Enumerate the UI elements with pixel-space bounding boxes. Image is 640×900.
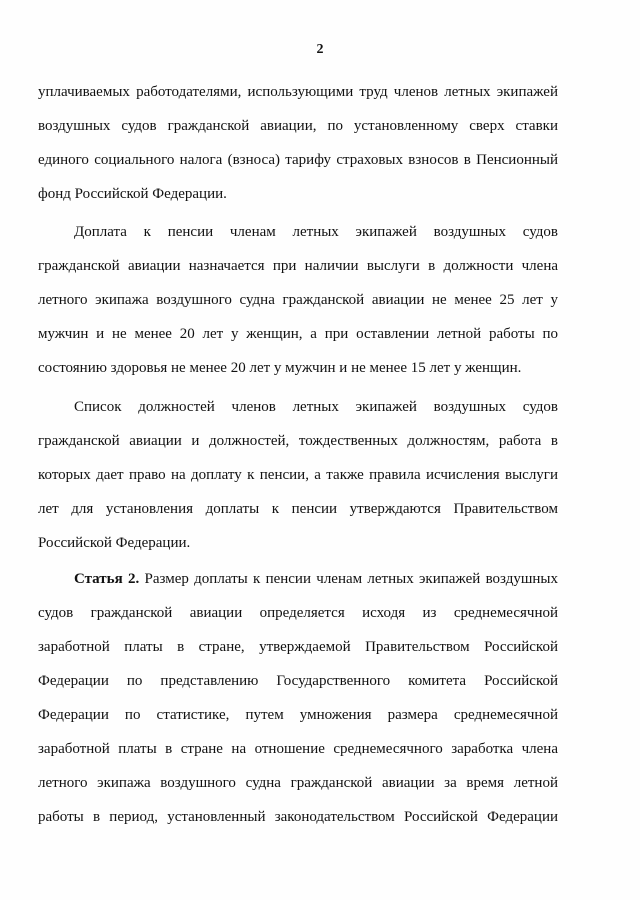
paragraph-line: мужчин и не менее 20 лет у женщин, а при оставлении летной работы по [38, 326, 558, 342]
paragraph-line: которых дает право на доплату к пенсии, а также правила исчисления выслуги [38, 467, 558, 483]
paragraph-line [74, 569, 558, 589]
paragraph-line: Российской Федерации. [38, 535, 191, 551]
paragraph-line: работы в период, установленный законодательством Российской Федерации [38, 809, 558, 825]
paragraph-line: летного экипажа воздушного судна гражданской авиации за время летной [38, 775, 558, 791]
paragraph-line: судов гражданской авиации определяется исходя из среднемесячной [38, 605, 558, 621]
paragraph-line: лет для установления доплаты к пенсии утверждаются Правительством [38, 501, 558, 517]
paragraph-line: фонд Российской Федерации. [38, 186, 227, 202]
paragraph-line: единого социального налога (взноса) тарифу страховых взносов в Пенсионный [38, 152, 558, 168]
paragraph-line: летного экипажа воздушного судна гражданской авиации не менее 25 лет у [38, 292, 558, 308]
paragraph-line: Федерации по представлению Государственного комитета Российской [38, 673, 558, 689]
paragraph-line: Федерации по статистике, путем умножения размера среднемесячной [38, 707, 558, 723]
paragraph-line: состоянию здоровья не менее 20 лет у мужчин и не менее 15 лет у женщин. [38, 360, 522, 376]
paragraph-line: Доплата к пенсии членам летных экипажей воздушных судов [74, 224, 558, 240]
paragraph-line: Список должностей членов летных экипажей воздушных судов [74, 399, 558, 415]
article-heading: Статья 2. [74, 571, 140, 587]
article-heading-rest: Размер доплаты к пенсии членам летных экипажей воздушных [139, 571, 558, 587]
paragraph-line: уплачиваемых работодателями, использующими труд членов летных экипажей [38, 84, 558, 100]
paragraph-line: гражданской авиации и должностей, тождественных должностям, работа в [38, 433, 558, 449]
paragraph-line: заработной платы в стране на отношение среднемесячного заработка члена [38, 741, 558, 757]
paragraph-line: гражданской авиации назначается при наличии выслуги в должности члена [38, 258, 558, 274]
paragraph-line: воздушных судов гражданской авиации, по установленному сверх ставки [38, 118, 558, 134]
page-number: 2 [316, 42, 324, 57]
paragraph-line: заработной платы в стране, утверждаемой Правительством Российской [38, 639, 558, 655]
